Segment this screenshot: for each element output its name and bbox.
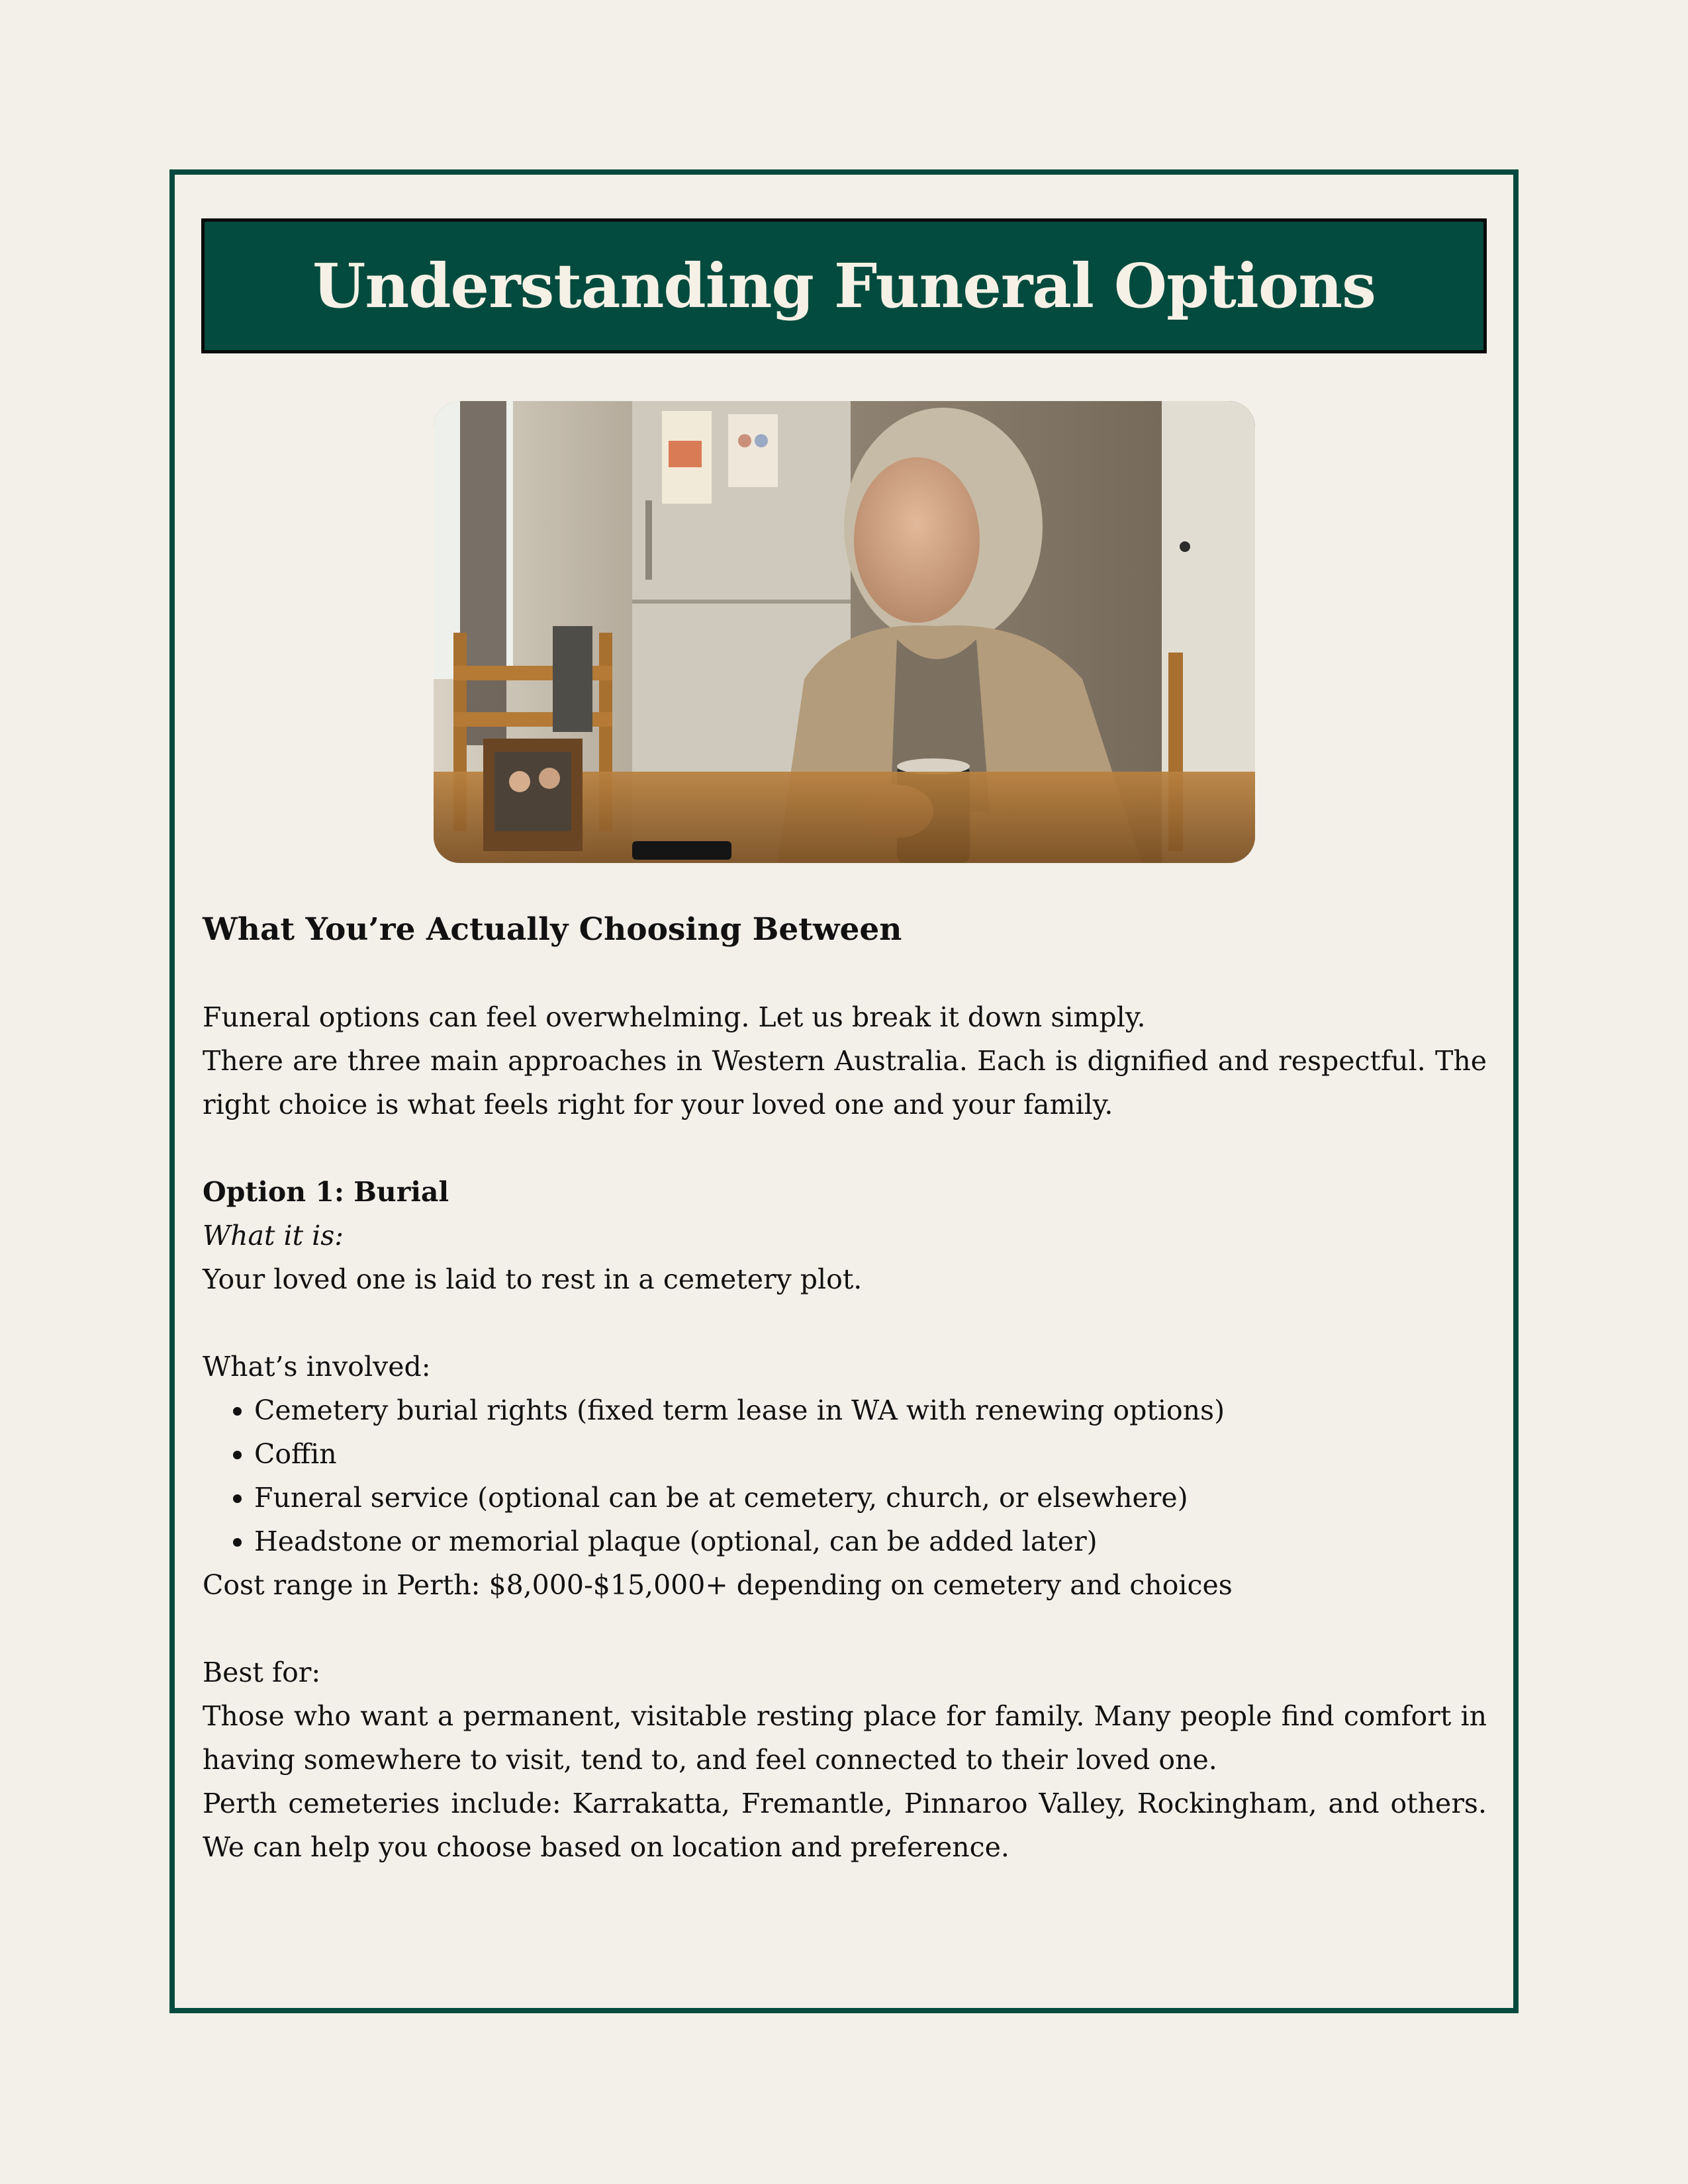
best-for-label: Best for: <box>203 1657 321 1688</box>
list-item: • Coffin <box>254 1432 1487 1476</box>
option-1-heading: Option 1: Burial <box>203 1176 449 1208</box>
elderly-woman-photo <box>434 401 1255 863</box>
title-banner <box>201 218 1487 353</box>
whats-involved-label: What’s involved: <box>203 1351 431 1383</box>
intro-line-1: Funeral options can feel overwhelming. Let us break it down simply. <box>203 1001 1146 1033</box>
cost-range: Cost range in Perth: $8,000-$15,000+ depending on cemetery and choices <box>203 1569 1233 1601</box>
best-for-text: Those who want a permanent, visitable resting place for family. Many people find comfort in having somewhere to visit, tend to, and feel connected to their loved one. <box>203 1700 1487 1776</box>
article-body <box>203 907 1487 1869</box>
list-item: • Headstone or memorial plaque (optional, can be added later) <box>254 1520 1487 1563</box>
list-item: • Cemetery burial rights (fixed term lease in WA with renewing options) <box>254 1388 1487 1432</box>
kitchen-scene-illustration <box>434 401 1255 863</box>
intro-line-2: There are three main approaches in Western Australia. Each is dignified and respectful. The right choice is what feels right for your loved one and your family. <box>203 1045 1487 1120</box>
what-it-is-text: Your loved one is laid to rest in a cemetery plot. <box>203 1263 863 1295</box>
involved-list <box>203 1388 1487 1563</box>
section-heading: What You’re Actually Choosing Between <box>203 911 902 948</box>
perth-cemeteries: Perth cemeteries include: Karrakatta, Fremantle, Pinnaroo Valley, Rockingham, and others. We can help you choose based on location and preference. <box>203 1788 1487 1863</box>
what-it-is-label: What it is: <box>203 1220 344 1251</box>
list-item: • Funeral service (optional can be at cemetery, church, or elsewhere) <box>254 1476 1487 1520</box>
page-title: Understanding Funeral Options <box>312 250 1376 322</box>
